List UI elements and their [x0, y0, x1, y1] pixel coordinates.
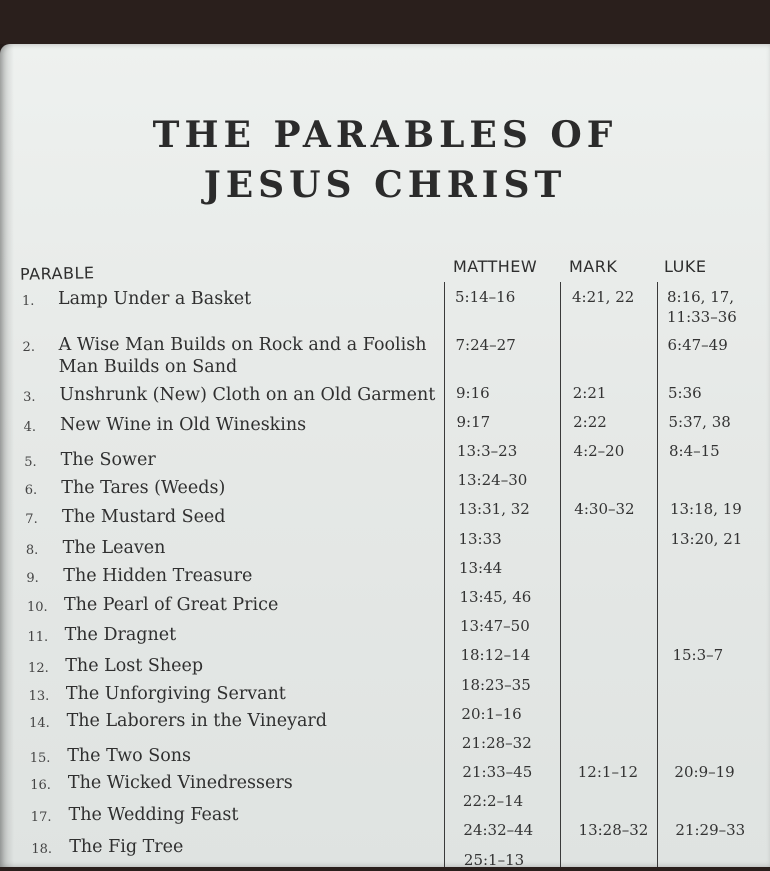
matthew-reference: 18:12–14 [460, 646, 531, 664]
column-divider-luke [657, 282, 658, 867]
luke-reference: 15:3–7 [672, 646, 724, 664]
parable-number: 11. [27, 630, 49, 645]
column-divider-mark [560, 282, 561, 867]
parable-name: The Wedding Feast [68, 805, 239, 825]
page-title-line-1: THE PARABLES OF [152, 114, 618, 156]
matthew-reference: 21:33–45 [462, 763, 533, 781]
matthew-reference: 9:17 [456, 413, 491, 431]
column-header-mark: MARK [569, 257, 618, 276]
mark-reference: 4:21, 22 [572, 288, 635, 306]
mark-reference: 4:2–20 [573, 442, 625, 460]
luke-reference: 5:37, 38 [668, 413, 731, 431]
matthew-reference: 20:1–16 [461, 705, 522, 723]
parable-number: 2. [22, 340, 35, 355]
parable-name-continued: Man Builds on Sand [58, 357, 238, 377]
column-header-parable: PARABLE [19, 263, 95, 284]
parable-number: 4. [23, 420, 37, 435]
column-header-luke: LUKE [664, 257, 707, 276]
mark-reference: 4:30–32 [574, 500, 635, 518]
matthew-reference: 13:33 [458, 530, 502, 548]
parable-number: 9. [26, 571, 39, 586]
column-divider-matthew [444, 282, 445, 867]
parable-name: The Hidden Treasure [63, 566, 253, 586]
matthew-reference: 24:32–44 [463, 821, 534, 839]
parable-name: The Leaven [62, 538, 166, 558]
page-title-line-2: JESUS CHRIST [203, 164, 567, 206]
parable-name: A Wise Man Builds on Rock and a Foolish [58, 335, 427, 355]
mark-reference: 13:28–32 [578, 821, 649, 839]
parable-number: 5. [24, 455, 37, 470]
parable-name: New Wine in Old Wineskins [59, 415, 307, 435]
parable-name: The Sower [60, 450, 156, 470]
matthew-reference: 18:23–35 [460, 676, 531, 694]
luke-reference: 20:9–19 [674, 763, 735, 781]
parable-number: 17. [30, 810, 52, 825]
luke-reference: 13:18, 19 [669, 500, 742, 518]
parable-number: 7. [25, 512, 38, 527]
mark-reference: 2:21 [572, 384, 607, 402]
luke-reference: 8:16, 17, [667, 288, 735, 306]
matthew-reference: 7:24–27 [455, 336, 516, 354]
matthew-reference: 13:45, 46 [459, 588, 532, 606]
matthew-reference: 13:47–50 [459, 617, 530, 635]
parable-name: The Fig Tree [69, 837, 184, 857]
parable-number: 12. [28, 661, 49, 676]
luke-reference: 8:4–15 [668, 442, 720, 460]
parable-name: Lamp Under a Basket [58, 289, 252, 309]
matthew-reference: 25:1–13 [463, 851, 525, 869]
parable-name: The Mustard Seed [61, 507, 226, 527]
matthew-reference: 5:14–16 [455, 288, 516, 306]
parable-number: 18. [31, 842, 53, 857]
parable-number: 16. [30, 778, 51, 793]
luke-reference: 5:36 [667, 384, 702, 402]
parable-number: 6. [24, 483, 38, 498]
parable-number: 8. [25, 543, 39, 558]
matthew-reference: 21:28–32 [461, 734, 532, 752]
matthew-reference: 13:31, 32 [457, 500, 530, 518]
parable-name: The Pearl of Great Price [63, 595, 279, 615]
parable-name: The Two Sons [67, 746, 191, 766]
parable-name: The Dragnet [64, 625, 177, 645]
luke-reference-continued: 11:33–36 [667, 308, 737, 326]
mark-reference: 12:1–12 [577, 763, 639, 781]
matthew-reference: 13:24–30 [457, 471, 528, 489]
column-header-matthew: MATTHEW [453, 257, 538, 276]
parable-name: Unshrunk (New) Cloth on an Old Garment [59, 385, 436, 405]
parable-name: The Unforgiving Servant [65, 684, 286, 704]
matthew-reference: 13:3–23 [456, 442, 518, 460]
parable-number: 14. [29, 716, 50, 731]
matthew-reference: 22:2–14 [462, 792, 524, 810]
parable-name: The Wicked Vinedressers [67, 773, 293, 793]
parable-number: 10. [26, 600, 48, 615]
parable-number: 13. [28, 689, 50, 704]
parable-number: 3. [23, 390, 36, 405]
parable-name: The Laborers in the Vineyard [66, 711, 327, 731]
luke-reference: 13:20, 21 [670, 530, 743, 548]
parable-number: 15. [29, 751, 51, 766]
matthew-reference: 9:16 [455, 384, 490, 402]
mark-reference: 2:22 [573, 413, 607, 431]
luke-reference: 21:29–33 [675, 821, 746, 839]
parable-name: The Lost Sheep [65, 656, 204, 676]
matthew-reference: 13:44 [458, 559, 503, 577]
luke-reference: 6:47–49 [667, 336, 728, 354]
parable-name: The Tares (Weeds) [61, 478, 226, 498]
parable-number: 1. [22, 294, 35, 309]
